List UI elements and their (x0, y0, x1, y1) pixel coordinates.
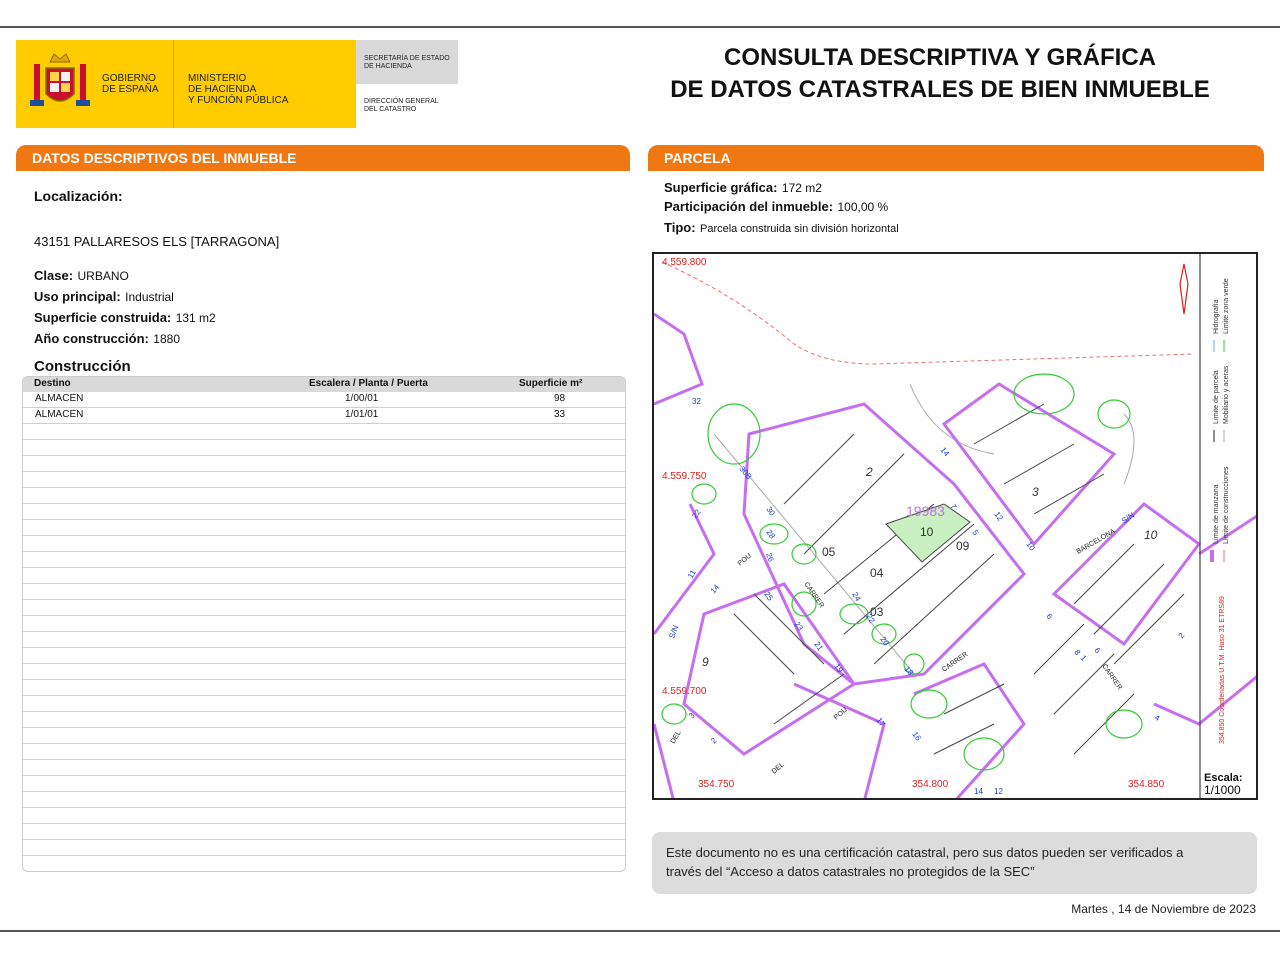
parcel-label: 05 (822, 545, 836, 559)
table-row-empty (23, 472, 625, 488)
parcel-reference: 19983 (906, 503, 945, 519)
table-row-empty (23, 680, 625, 696)
block-label: 2 (866, 465, 873, 479)
house-number: 32 (692, 397, 701, 406)
construccion-label: Construcción (34, 358, 131, 375)
table-row-empty (23, 648, 625, 664)
street-label: POU (736, 552, 753, 568)
tipo-row (664, 219, 899, 237)
house-number: 7 (948, 502, 959, 511)
uso-label: Uso principal: (34, 289, 121, 304)
parcel-label: 03 (870, 605, 884, 619)
disclaimer-note (652, 832, 1257, 894)
street-label: CARRER (1100, 663, 1124, 692)
superficie-label: Superficie construida: (34, 310, 172, 325)
street-label: S/N (1119, 510, 1137, 526)
clase-row (34, 267, 129, 285)
coord-x-left: 354.750 (698, 779, 735, 790)
participacion-label: Participación del inmueble: (664, 199, 834, 214)
logo-gov-line2: DE ESPAÑA (102, 84, 159, 95)
row1-escalera: 1/00/01 (345, 393, 379, 404)
house-number: 10 (1024, 539, 1037, 553)
title-line1: CONSULTA DESCRIPTIVA Y GRÁFICA (723, 44, 1157, 71)
table-row-empty (23, 824, 625, 840)
logo-secretaria-line1: SECRETARÍA DE ESTADO (364, 55, 450, 62)
parcela-superficie-row (664, 179, 822, 197)
tipo-label: Tipo: (664, 220, 696, 235)
localizacion-label: Localización: (34, 188, 123, 204)
house-number: 25 (762, 589, 775, 603)
street-label: BARCELONA (1075, 528, 1117, 556)
house-number: 22 (690, 507, 703, 521)
block-label: 9 (702, 655, 709, 669)
construction-boundary-line (662, 262, 1194, 364)
row2-escalera: 1/01/01 (345, 409, 379, 420)
table-row-empty (23, 728, 625, 744)
block-label: 10 (1144, 528, 1158, 542)
block-labels (702, 465, 1158, 669)
logo-separator (173, 40, 174, 128)
house-number: 5 (970, 528, 981, 537)
table-row-empty (23, 760, 625, 776)
street-label: CARRER (941, 650, 970, 674)
descriptive-heading-b: INMUEBLE (223, 150, 297, 166)
col-escalera: Escalera / Planta / Puerta (309, 378, 428, 389)
house-number: 12 (992, 509, 1005, 523)
house-number: 3 (687, 710, 697, 721)
participacion-row (664, 198, 888, 216)
street-label: S/N (667, 624, 681, 640)
scale-label: Escala: (1204, 772, 1243, 784)
parcela-superficie-value: 172 m2 (781, 181, 822, 195)
clase-value: URBANO (77, 269, 129, 283)
row1-superficie: 98 (554, 393, 566, 404)
north-arrow-icon (1180, 264, 1188, 314)
house-number: 8 (1072, 647, 1083, 657)
document-date: Martes , 14 de Noviembre de 2023 (1071, 902, 1256, 916)
house-number: 22 (864, 612, 877, 625)
table-row-empty (23, 744, 625, 760)
table-row-empty (23, 536, 625, 552)
house-number: 2 (1176, 631, 1187, 641)
table-header (23, 377, 625, 392)
row2-destino: ALMACEN (35, 409, 84, 420)
col-superficie: Superficie m² (519, 378, 583, 389)
house-number: 21 (812, 639, 825, 653)
logo-direccion-line2: DEL CATASTRO (364, 106, 417, 113)
table-row-empty (23, 616, 625, 632)
house-number: 26 (764, 551, 776, 564)
superficie-value: 131 m2 (175, 311, 216, 325)
note-line1: Este documento no es una certificación catastral, pero sus datos pueden ser verificados a (666, 845, 1184, 860)
logo-secretaria-line2: DE HACIENDA (364, 63, 412, 70)
table-row-empty (23, 440, 625, 456)
top-rule (0, 26, 1280, 28)
street-label: CARRER (802, 581, 826, 610)
anio-value: 1880 (153, 332, 180, 346)
house-number: 2 (709, 735, 719, 746)
bottom-rule (0, 930, 1280, 932)
table-row-empty (23, 840, 625, 856)
descriptive-heading-a: DATOS DESCRIPTIVOS DEL (32, 150, 224, 166)
logo-ministry-line1: MINISTERIO (188, 73, 247, 84)
legend-hidrografia: Hidrografía (1213, 299, 1220, 334)
house-number: 11 (685, 568, 698, 580)
street-label: DEL (770, 761, 786, 776)
house-number: 14 (938, 445, 952, 459)
street-labels (670, 528, 1123, 776)
street-label: DEL (669, 729, 683, 745)
document-title (660, 42, 1220, 106)
table-row-empty (23, 712, 625, 728)
parcel-label: 09 (956, 539, 970, 553)
parcela-heading: PARCELA (664, 150, 731, 166)
legend-zona-verde: Límite zona verde (1223, 278, 1230, 334)
house-number: 12 (994, 787, 1003, 796)
superficie-row (34, 309, 216, 327)
title-line2: DE DATOS CATASTRALES DE BIEN INMUEBLE (670, 76, 1210, 103)
house-number: 28 (764, 527, 777, 541)
legend-parcela: Límite de parcela (1213, 370, 1220, 424)
house-number: 20 (878, 634, 891, 648)
logo-gov-line1: GOBIERNO (102, 73, 156, 84)
scale-value: 1/1000 (1204, 783, 1241, 797)
parcela-superficie-label: Superficie gráfica: (664, 180, 778, 195)
table-row-empty (23, 424, 625, 440)
house-number: 23 (792, 619, 805, 633)
house-number: 24 (850, 590, 863, 603)
house-number: 6 (1044, 611, 1055, 621)
table-row (23, 392, 625, 408)
table-row (23, 408, 625, 424)
logo-ministry-line2: DE HACIENDA (188, 84, 257, 95)
table-row-empty (23, 568, 625, 584)
house-number: 18 (902, 664, 916, 678)
row1-destino: ALMACEN (35, 393, 84, 404)
house-number: 14 (974, 787, 983, 796)
table-row-empty (23, 696, 625, 712)
tipo-value: Parcela construida sin división horizontal (699, 223, 899, 235)
legend-construcciones: Límite de construcciones (1223, 466, 1230, 544)
parcel-lines (734, 404, 1184, 754)
uso-row (34, 288, 174, 306)
address-value: 43151 PALLARESOS ELS [TARRAGONA] (34, 234, 280, 249)
house-number: 4 (1153, 712, 1162, 723)
anio-label: Año construcción: (34, 331, 149, 346)
participacion-value: 100,00 % (837, 200, 889, 214)
house-number: 17 (874, 715, 887, 729)
table-row-empty (23, 632, 625, 648)
parcela-section-header (648, 145, 1264, 171)
table-row-empty (23, 552, 625, 568)
logo-direccion-line1: DIRECCIÓN GENERAL (364, 98, 439, 105)
construction-table (22, 376, 626, 872)
empty-table-rows (23, 424, 625, 856)
parcel-label: 04 (870, 566, 884, 580)
table-row-empty (23, 792, 625, 808)
descriptive-section-header (16, 145, 630, 171)
table-row-empty (23, 520, 625, 536)
cadastral-map[interactable] (652, 252, 1258, 800)
legend-coord-note: 354.850 Coordenadas U.T.M. Huso 31 ETRS89 (1219, 596, 1226, 744)
map-svg (654, 254, 1258, 800)
table-row-empty (23, 584, 625, 600)
parcel-label: 10 (920, 525, 934, 539)
coord-y-top: 4.559.800 (662, 257, 707, 268)
street-label: POU (832, 706, 849, 722)
logo-ministry-line3: Y FUNCIÓN PÚBLICA (188, 95, 289, 106)
house-number: 30 (764, 504, 777, 518)
coord-y-mid: 4.559.750 (662, 471, 707, 482)
coord-y-low: 4.559.700 (662, 686, 707, 697)
green-zones (662, 374, 1142, 770)
coord-x-mid: 354.800 (912, 779, 949, 790)
table-row-empty (23, 776, 625, 792)
anio-row (34, 330, 180, 348)
table-row-empty (23, 504, 625, 520)
house-number: 6 (1092, 645, 1103, 655)
coat-of-arms-icon (28, 50, 92, 116)
coord-x-right: 354.850 (1128, 779, 1165, 790)
legend-mobiliario: Mobiliario y aceras (1223, 365, 1230, 424)
house-number: 16 (910, 729, 923, 743)
map-legend (1213, 278, 1230, 744)
block-label: 3 (1032, 485, 1039, 499)
row2-superficie: 33 (554, 409, 566, 420)
clase-label: Clase: (34, 268, 74, 283)
table-row-empty (23, 456, 625, 472)
table-row-empty (23, 664, 625, 680)
scale-box (1200, 770, 1258, 800)
uso-value: Industrial (125, 290, 174, 304)
house-number: 1 (1078, 653, 1089, 663)
table-row-empty (23, 488, 625, 504)
table-row-empty (23, 808, 625, 824)
col-destino: Destino (34, 378, 71, 389)
house-number: 19 (832, 661, 845, 675)
note-line2: través del “Acceso a datos catastrales no protegidos de la SEC” (666, 864, 1035, 879)
house-number: 14 (708, 582, 722, 596)
table-row-empty (23, 600, 625, 616)
house-number: 30B (737, 464, 754, 482)
legend-manzana: Límite de manzana (1213, 484, 1220, 544)
